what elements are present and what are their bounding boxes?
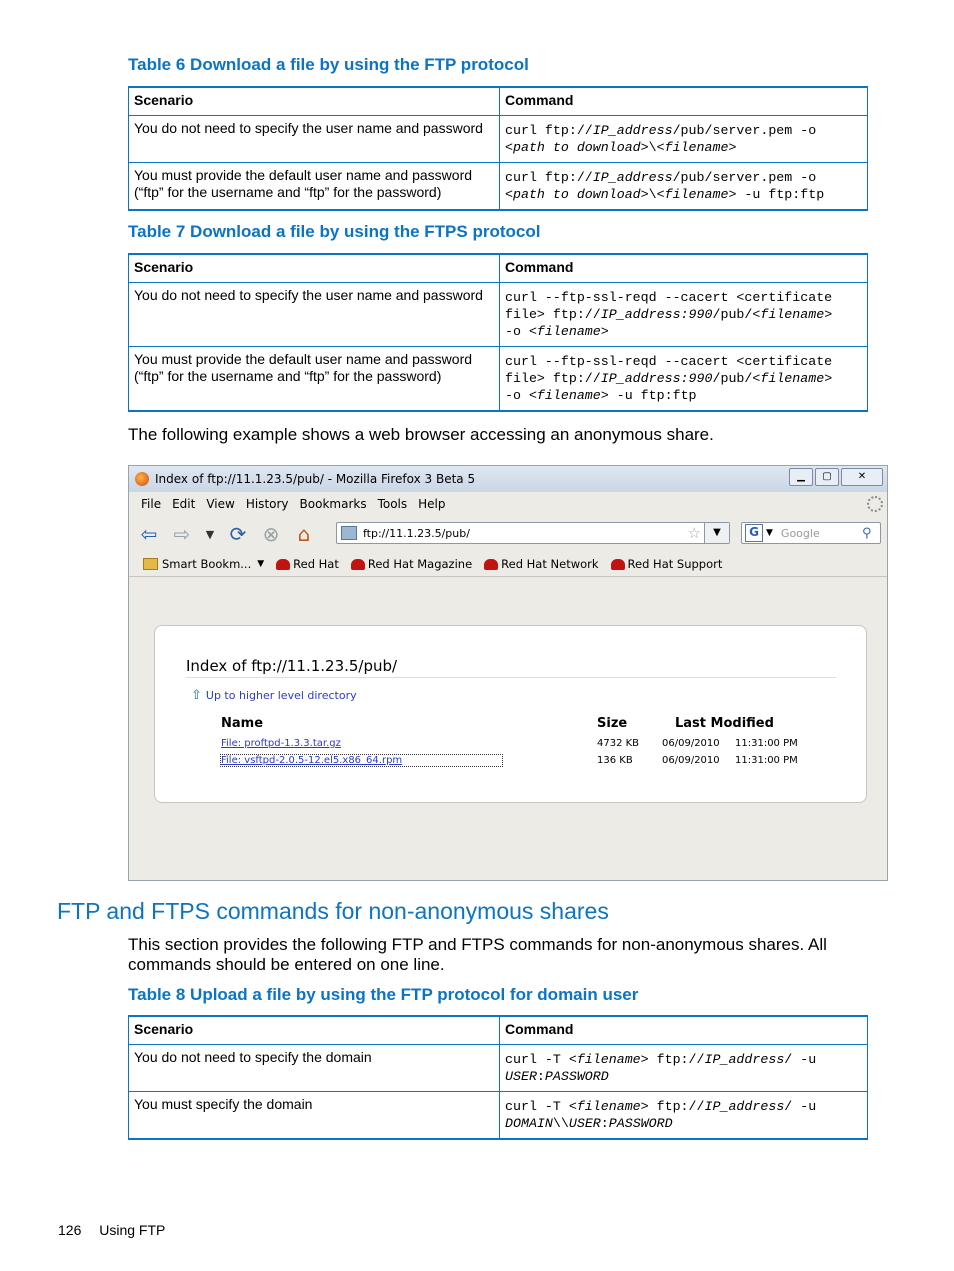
scenario-cell: You do not need to specify the user name and password [129,116,500,163]
maximize-button[interactable]: ▢ [815,468,839,486]
table-header-row [129,254,868,283]
folder-icon [143,558,158,570]
table6 [128,86,868,211]
page-content [129,577,887,881]
bookmark-redhat-magazine[interactable] [351,557,472,571]
file-size: 136 KB [597,755,633,766]
scenario-cell: You must provide the default user name and password (“ftp” for the username and “ftp” for the password) [129,163,500,210]
menu-edit[interactable]: Edit [172,497,196,511]
file-size: 4732 KB [597,738,640,749]
window-title: Index of ftp://11.1.23.5/pub/ - Mozilla Firefox 3 Beta 5 [155,472,476,486]
forward-arrow-icon[interactable]: ⇨ [173,522,191,546]
example-paragraph: The following example shows a web browser accessing an anonymous share. [128,425,714,444]
stop-icon[interactable]: ⊗ [262,522,280,546]
page-number: 126 [58,1222,82,1238]
table-row [129,283,868,347]
bookmark-redhat-support[interactable] [611,557,723,571]
redhat-icon [351,559,365,570]
menu-file[interactable]: File [141,497,162,511]
chevron-down-icon: ▼ [257,559,265,569]
name-column-header: Name [221,716,264,731]
command-cell: curl ftp://IP_address/pub/server.pem -o <path to download>\<filename> -u ftp:ftp [500,163,868,210]
modified-column-header: Last Modified [675,716,774,731]
table7-caption: Table 7 Download a file by using the FTPS protocol [128,222,541,241]
search-input[interactable]: Google [780,526,820,540]
table-row [129,347,868,411]
reload-icon[interactable]: ⟳ [229,522,247,546]
table8-caption: Table 8 Upload a file by using the FTP protocol for domain user [128,985,639,1004]
ftp-listing-box [154,625,867,803]
engine-dropdown-icon[interactable]: ▼ [766,528,773,538]
section-paragraph: This section provides the following FTP and FTPS commands for non-anonymous shares. All commands should be entered on one line. [128,935,827,974]
bookmark-star-icon[interactable]: ☆ [687,524,701,542]
menu-history[interactable]: History [245,497,289,511]
scenario-cell: You do not need to specify the domain [129,1045,500,1092]
command-header: Command [500,87,868,116]
browser-screenshot [128,465,888,881]
table7 [128,253,868,412]
url-dropdown-icon[interactable]: ▼ [704,523,729,543]
scenario-cell: You must specify the domain [129,1092,500,1139]
divider [186,677,836,678]
command-cell: curl ftp://IP_address/pub/server.pem -o <path to download>\<filename> [500,116,868,163]
table-header-row [129,1016,868,1045]
menu-view[interactable]: View [206,497,235,511]
table-row [129,1045,868,1092]
minimize-button[interactable]: ▁ [789,468,813,486]
close-button[interactable]: ✕ [841,468,883,486]
menu-help[interactable]: Help [418,497,446,511]
address-bar[interactable] [336,522,730,544]
file-date: 06/09/2010 [662,755,720,766]
redhat-icon [276,559,290,570]
firefox-icon [135,472,149,486]
bookmarks-toolbar [129,552,887,577]
file-time: 11:31:00 PM [735,738,798,749]
section-title: FTP and FTPS commands for non-anonymous shares [57,898,609,924]
google-engine-icon[interactable]: G [745,524,763,542]
page-footer [58,1222,179,1238]
up-arrow-icon: ⇧ [191,688,202,703]
window-controls [787,468,883,486]
menu-bar [129,492,887,516]
table-header-row [129,87,868,116]
chapter-name: Using FTP [99,1222,166,1238]
bookmark-label: Smart Bookm... [162,557,252,571]
up-directory-link[interactable] [191,688,357,703]
scenario-header: Scenario [129,254,500,283]
page-icon [341,526,357,540]
bookmark-smart[interactable] [143,557,264,571]
window-titlebar [129,466,887,492]
url-text: ftp://11.1.23.5/pub/ [363,526,470,540]
home-icon[interactable]: ⌂ [297,522,311,546]
scenario-cell: You must provide the default user name and password (“ftp” for the username and “ftp” for the password) [129,347,500,411]
command-header: Command [500,1016,868,1045]
file-date: 06/09/2010 [662,738,720,749]
file-time: 11:31:00 PM [735,755,798,766]
table-row [129,1092,868,1139]
command-cell: curl --ftp-ssl-reqd --cacert <certificate file> ftp://IP_address:990/pub/<filename> -o <filename> [500,283,868,347]
history-dropdown-icon[interactable]: ▼ [205,527,215,541]
throbber-icon [867,496,883,512]
table-row [129,116,868,163]
search-icon[interactable]: ⚲ [862,525,872,541]
bookmark-label: Red Hat [293,557,339,571]
menu-bookmarks[interactable]: Bookmarks [299,497,367,511]
bookmark-label: Red Hat Network [501,557,599,571]
ftp-index-title: Index of ftp://11.1.23.5/pub/ [186,657,398,675]
back-arrow-icon[interactable]: ⇦ [140,522,158,546]
scenario-header: Scenario [129,87,500,116]
redhat-icon [484,559,498,570]
scenario-cell: You do not need to specify the user name and password [129,283,500,347]
table8 [128,1015,868,1140]
menu-tools[interactable]: Tools [377,497,408,511]
bookmark-label: Red Hat Magazine [367,557,473,571]
file-link[interactable]: File: vsftpd-2.0.5-12.el5.x86_64.rpm [221,755,502,766]
search-box[interactable] [741,522,881,544]
table-row [129,163,868,210]
bookmark-redhat[interactable] [276,557,339,571]
up-directory-label: Up to higher level directory [205,689,357,702]
redhat-icon [611,559,625,570]
navigation-toolbar [129,516,887,552]
command-cell: curl -T <filename> ftp://IP_address/ -u USER:PASSWORD [500,1045,868,1092]
command-cell: curl --ftp-ssl-reqd --cacert <certificate file> ftp://IP_address:990/pub/<filename> -o <filename> -u ftp:ftp [500,347,868,411]
table6-caption: Table 6 Download a file by using the FTP protocol [128,55,529,74]
size-column-header: Size [597,716,628,731]
command-header: Command [500,254,868,283]
file-link[interactable]: File: proftpd-1.3.3.tar.gz [221,738,341,749]
scenario-header: Scenario [129,1016,500,1045]
bookmark-redhat-network[interactable] [484,557,598,571]
bookmark-label: Red Hat Support [627,557,723,571]
command-cell: curl -T <filename> ftp://IP_address/ -u DOMAIN\\USER:PASSWORD [500,1092,868,1139]
